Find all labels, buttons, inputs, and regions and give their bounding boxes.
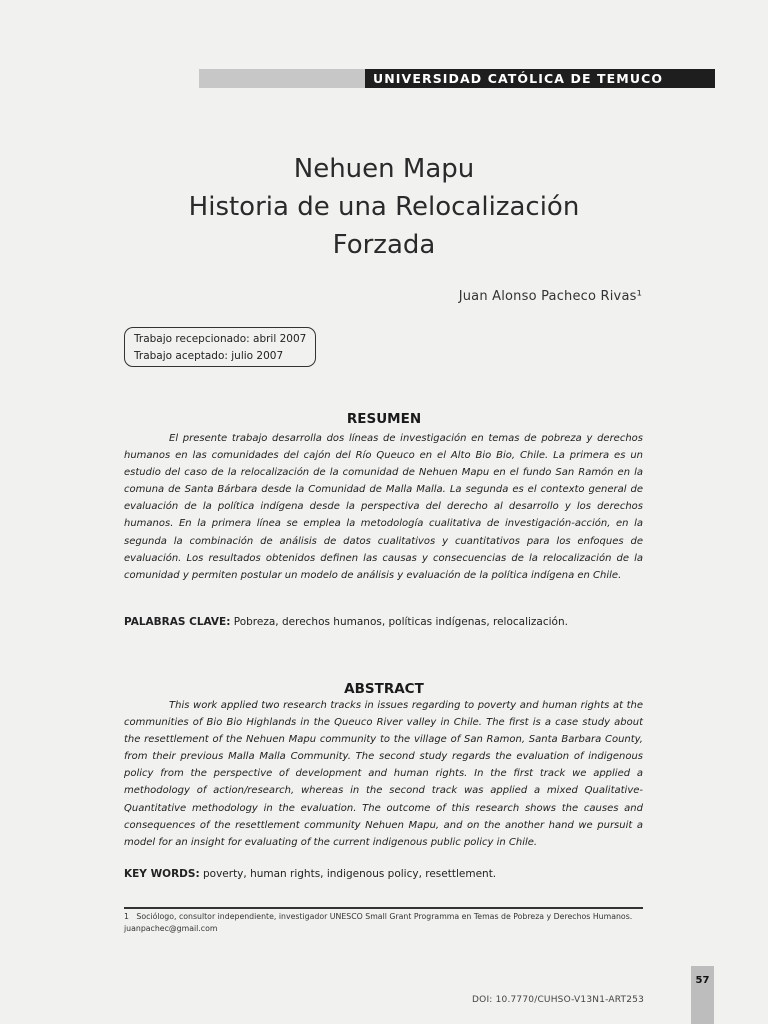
footnote [124,911,649,935]
key-words [124,868,496,880]
submission-dates-box [124,327,316,367]
footnote-divider [124,907,643,909]
article-title [0,150,768,264]
palabras-clave-label: PALABRAS CLAVE: [124,616,231,628]
footnote-email: juanpachec@gmail.com [124,924,218,933]
resumen-text: El presente trabajo desarrolla dos líneas de investigación en temas de pobreza y derechos humanos en las comunidades del cajón del Río Queuco en el Alto Bio Bio, Chile. La primera es un estudio del caso de la relocalización de la comunidad de Nehuen Mapu en el fundo San Ramón en la comuna de Santa Bárbara desde la Comunidad de Malla Malla. La segunda es el contexto general de evaluación de la política indígena desde la perspectiva del derecho al desarrollo y los derechos humanos. En la primera línea se emplea la metodología cualitativa de investigación-acción, en la segunda la combinación de análisis de datos cualitativos y cuantitativos para los enfoques de evaluación. Los resultados obtenidos definen las causas y consecuencias de la relocalización de la comunidad y permiten postular un modelo de análisis y evaluación de la política indígena en Chile. [124,433,643,581]
footnote-text: Sociólogo, consultor independiente, investigador UNESCO Small Grant Programma en Temas de Pobreza y Derechos Humanos. [136,912,633,921]
key-words-label: KEY WORDS: [124,868,200,880]
title-line-3: Forzada [332,230,436,260]
abstract-heading: ABSTRACT [344,681,424,697]
author-name: Juan Alonso Pacheco Rivas¹ [458,289,642,304]
page-number-tab [691,966,714,1024]
footnote-number: 1 [124,912,129,921]
header-bar [199,69,715,88]
title-line-2: Historia de una Relocalización [188,192,580,222]
title-line-1: Nehuen Mapu [293,154,475,184]
palabras-clave [124,616,568,628]
header-institution-band [365,69,715,88]
page-number: 57 [695,975,710,986]
key-words-list: poverty, human rights, indigenous policy, resettlement. [202,868,497,880]
palabras-clave-list: Pobreza, derechos humanos, políticas indígenas, relocalización. [233,616,568,628]
resumen-heading: RESUMEN [346,411,422,427]
doi: DOI: 10.7770/CUHSO-V13N1-ART253 [472,995,644,1005]
abstract-text: This work applied two research tracks in issues regarding to poverty and human rights at the communities of Bio Bio Highlands in the Queuco River valley in Chile. The first is a case study about the resettlement of the Nehuen Mapu community to the village of San Ramon, Santa Barbara County, from their previous Malla Malla Community. The second study regards the evaluation of indigenous policy from the perspective of development and human rights. In the first track we applied a methodology of action/research, whereas in the second track was applied a mixed Qualitative- Quantitative methodology in the evaluation. The outcome of this research shows the causes and consequences of the resettlement community Nehuen Mapu, and on the another hand we pursuit a model for an insight for evaluating of the current indigenous public policy in Chile. [124,700,643,848]
received-date: Trabajo recepcionado: abril 2007 [134,333,307,345]
institution-name: UNIVERSIDAD CATÓLICA DE TEMUCO [373,71,664,86]
accepted-date: Trabajo aceptado: julio 2007 [134,350,284,362]
